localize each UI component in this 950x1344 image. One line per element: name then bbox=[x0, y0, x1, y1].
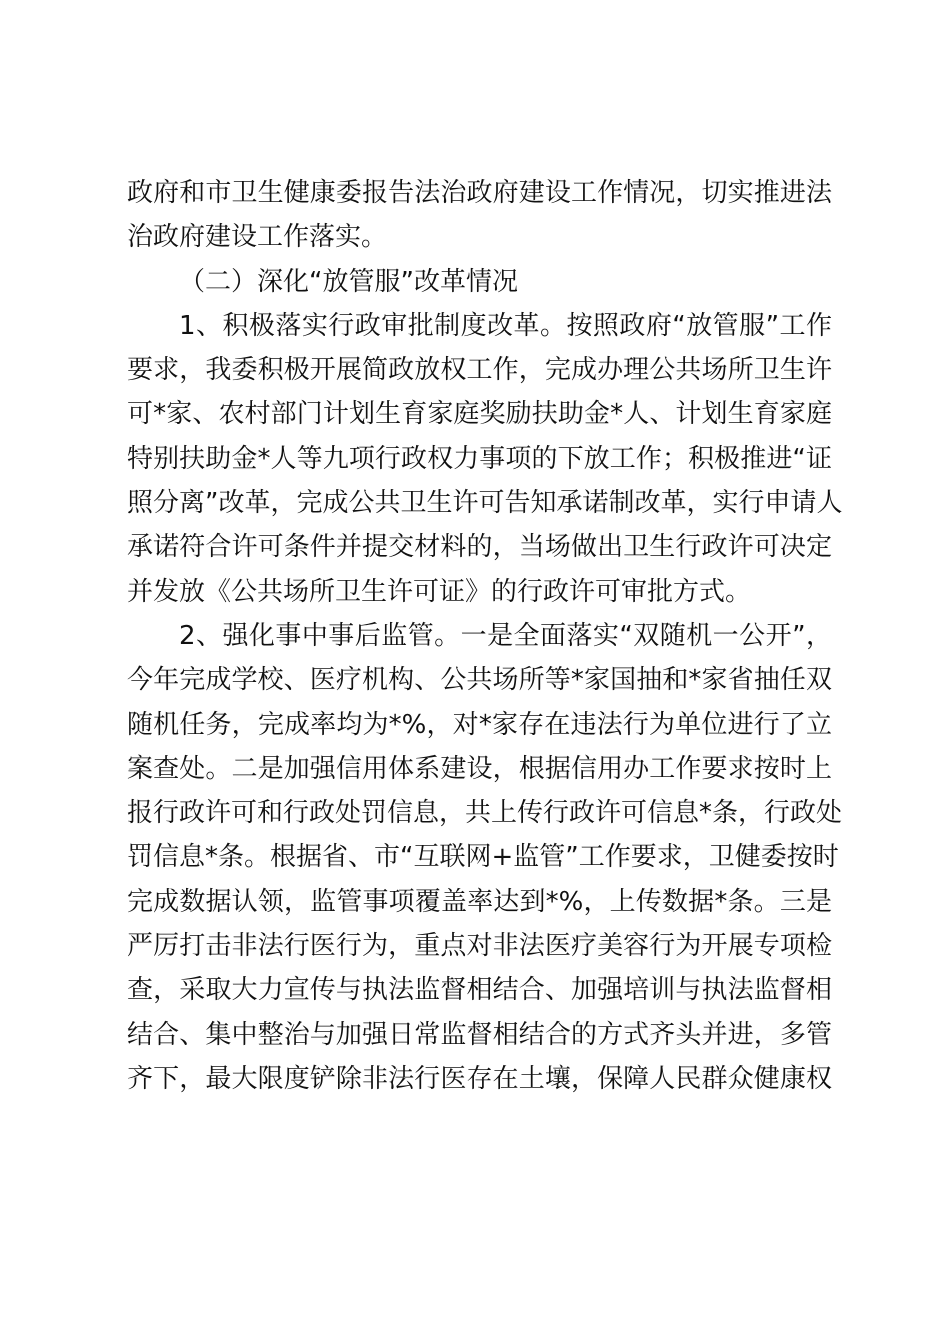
paragraph-line: 随机任务，完成率均为*%，对*家存在违法行为单位进行了立 bbox=[127, 709, 832, 740]
paragraph-line: 案查处。二是加强信用体系建设，根据信用办工作要求按时上 bbox=[127, 753, 832, 784]
paragraph-line: 治政府建设工作落实。 bbox=[127, 222, 388, 253]
paragraph-line: 照分离”改革，完成公共卫生许可告知承诺制改革，实行申请人 bbox=[127, 488, 843, 519]
paragraph-line: 罚信息*条。根据省、市“互联网+监管”工作要求，卫健委按时 bbox=[127, 842, 839, 873]
paragraph-line: 报行政许可和行政处罚信息，共上传行政许可信息*条，行政处 bbox=[127, 798, 843, 829]
paragraph-line: 可*家、农村部门计划生育家庭奖励扶助金*人、计划生育家庭 bbox=[127, 399, 832, 430]
paragraph-line: 齐下，最大限度铲除非法行医存在土壤，保障人民群众健康权 bbox=[127, 1063, 832, 1094]
paragraph-line: 特别扶助金*人等九项行政权力事项的下放工作；积极推进“证 bbox=[127, 443, 832, 474]
paragraph-line: 完成数据认领，监管事项覆盖率达到*%，上传数据*条。三是 bbox=[127, 886, 832, 917]
paragraph-line: 严厉打击非法行医行为，重点对非法医疗美容行为开展专项检 bbox=[127, 931, 832, 962]
paragraph-line: 查，采取大力宣传与执法监督相结合、加强培训与执法监督相 bbox=[127, 975, 832, 1006]
paragraph-line: 今年完成学校、医疗机构、公共场所等*家国抽和*家省抽任双 bbox=[127, 665, 832, 696]
paragraph-line: 并发放《公共场所卫生许可证》的行政许可审批方式。 bbox=[127, 576, 752, 607]
section-heading: （二）深化“放管服”改革情况 bbox=[179, 266, 518, 297]
paragraph-line: 2、强化事中事后监管。一是全面落实“双随机一公开”， bbox=[179, 620, 832, 651]
paragraph-line: 承诺符合许可条件并提交材料的，当场做出卫生行政许可决定 bbox=[127, 532, 832, 563]
paragraph-line: 结合、集中整治与加强日常监督相结合的方式齐头并进，多管 bbox=[127, 1019, 832, 1050]
paragraph-line: 要求，我委积极开展简政放权工作，完成办理公共场所卫生许 bbox=[127, 355, 832, 386]
paragraph-line: 1、积极落实行政审批制度改革。按照政府“放管服”工作 bbox=[179, 310, 832, 341]
document-body bbox=[127, 171, 843, 1101]
paragraph-line: 政府和市卫生健康委报告法治政府建设工作情况，切实推进法 bbox=[127, 178, 832, 208]
